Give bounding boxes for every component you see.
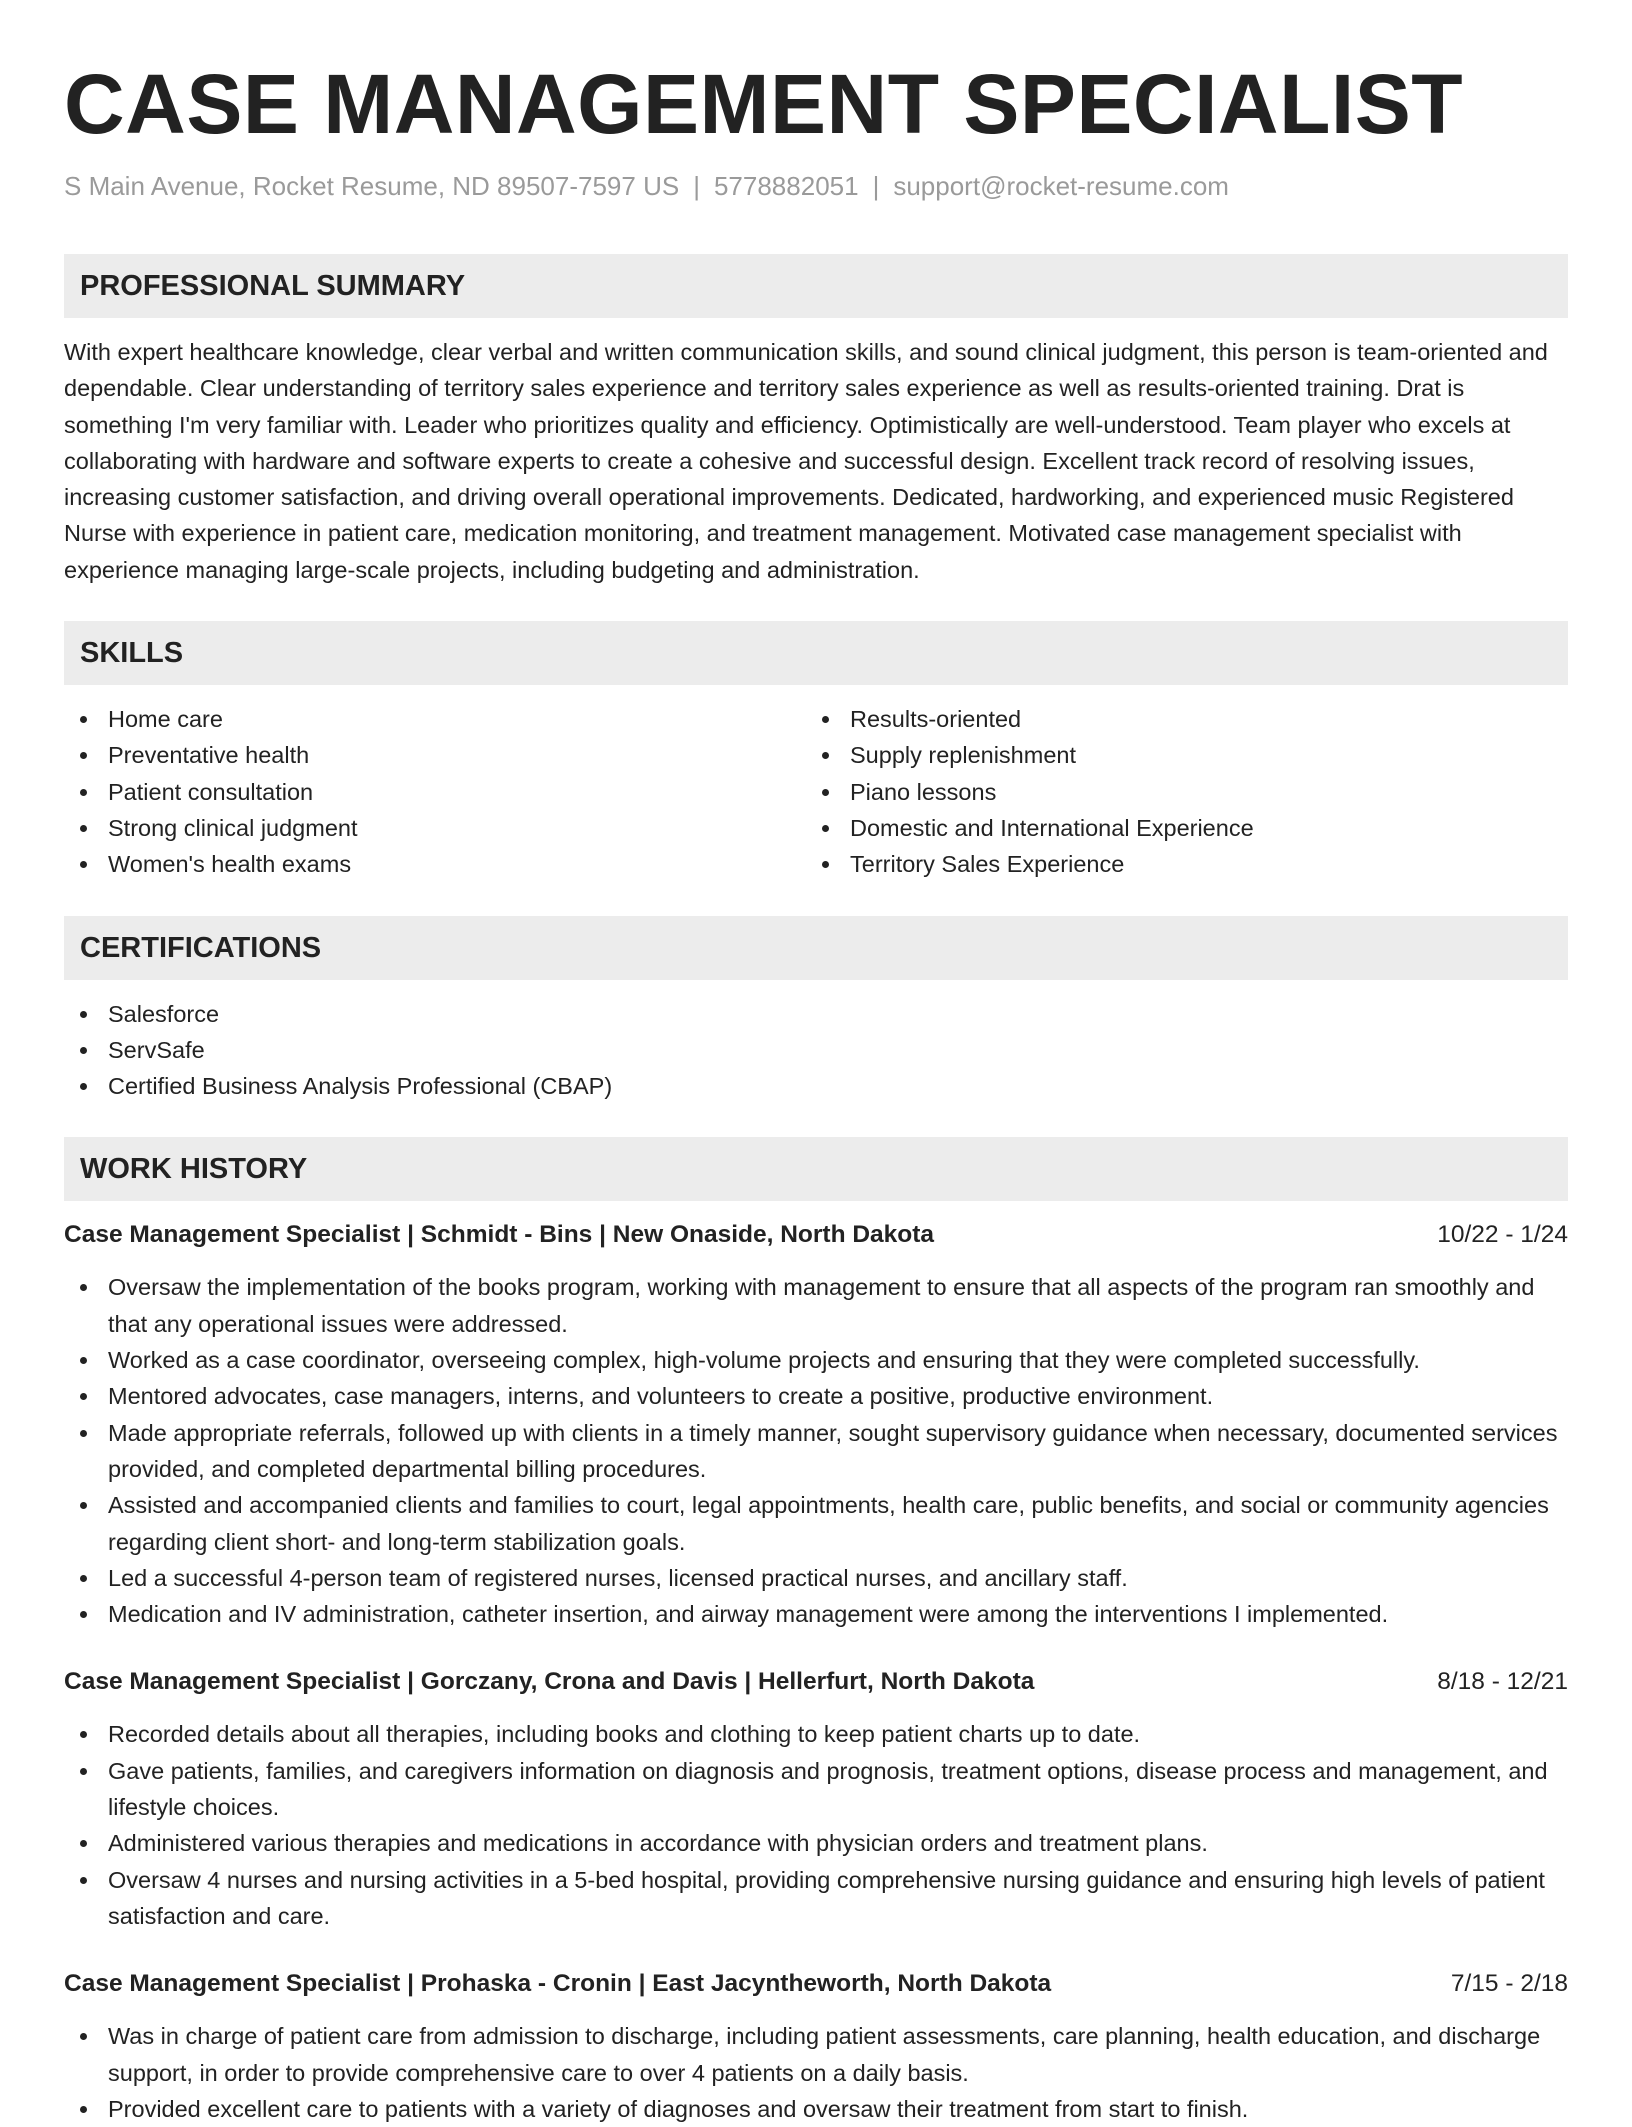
certifications-heading: CERTIFICATIONS [64,916,1568,980]
skills-grid [64,701,1568,882]
candidate-name: CASE MANAGEMENT SPECIALIST [64,57,1464,151]
job-bullet: Medication and IV administration, catheter insertion, and airway management were among the interventions I implemented. [64,1596,1568,1632]
summary-text: With expert healthcare knowledge, clear verbal and written communication skills, and sound clinical judgment, this person is team-oriented and dependable. Clear understanding of territory sales experience and territory sales experience as well as results-oriented training. Drat is something I'm very familiar with. Leader who prioritizes quality and efficiency. Optimistically are well-understood. Team player who excels at collaborating with hardware and software experts to create a cohesive and successful design. Excellent track record of resolving issues, increasing customer satisfaction, and driving overall operational improvements. Dedicated, hardworking, and experienced music Registered Nurse with experience in patient care, medication monitoring, and treatment management. Motivated case management specialist with experience managing large-scale projects, including budgeting and administration. [64,339,1548,583]
certification-item: Certified Business Analysis Professional (CBAP) [64,1068,1568,1104]
job-title: Case Management Specialist | Gorczany, Crona and Davis | Hellerfurt, North Dakota [64,1668,1035,1696]
job-bullet: Was in charge of patient care from admission to discharge, including patient assessments, care planning, health education, and discharge support, in order to provide comprehensive care to over 4 patients on a daily basis. [64,2018,1568,2091]
job-bullet: Assisted and accompanied clients and families to court, legal appointments, health care, public benefits, and social or community agencies regarding client short- and long-term stabilization goals. [64,1487,1568,1560]
job-bullet: Oversaw the implementation of the books program, working with management to ensure that all aspects of the program ran smoothly and that any operational issues were addressed. [64,1269,1568,1342]
contact-address: S Main Avenue, Rocket Resume, ND 89507-7597 US [64,171,680,201]
skill-item: Supply replenishment [806,737,1548,773]
skills-list-left [64,701,806,882]
job-bullet: Oversaw 4 nurses and nursing activities in a 5-bed hospital, providing comprehensive nursing guidance and ensuring high levels of patient satisfaction and care. [64,1862,1568,1935]
summary-heading: PROFESSIONAL SUMMARY [64,254,1568,318]
work-history-heading: WORK HISTORY [64,1137,1568,1201]
job-bullet: Mentored advocates, case managers, interns, and volunteers to create a positive, productive environment. [64,1378,1568,1414]
job-dates: 8/18 - 12/21 [1437,1668,1568,1696]
job-bullet: Recorded details about all therapies, including books and clothing to keep patient charts up to date. [64,1716,1568,1752]
job-bullet: Provided excellent care to patients with a variety of diagnoses and oversaw their treatment from start to finish. [64,2091,1568,2127]
job-title: Case Management Specialist | Schmidt - Bins | New Onaside, North Dakota [64,1221,935,1249]
job-title: Case Management Specialist | Prohaska - Cronin | East Jacyntheworth, North Dakota [64,1970,1052,1998]
skill-item: Women's health exams [64,846,806,882]
job-bullets [64,1269,1568,1632]
skill-item: Piano lessons [806,774,1548,810]
job-bullet: Gave patients, families, and caregivers information on diagnosis and prognosis, treatment options, disease process and management, and lifestyle choices. [64,1753,1568,1826]
certifications-list [64,996,1568,1105]
skills-list-right [806,701,1548,882]
job-dates: 10/22 - 1/24 [1437,1221,1568,1249]
skills-heading: SKILLS [64,621,1568,685]
job-bullet: Administered various therapies and medications in accordance with physician orders and treatment plans. [64,1825,1568,1861]
job-bullets [64,1716,1568,1934]
contact-separator: | [693,171,700,201]
skill-item: Preventative health [64,737,806,773]
contact-separator: | [872,171,880,201]
job-bullets [64,2018,1568,2127]
job-bullet: Led a successful 4-person team of registered nurses, licensed practical nurses, and ancillary staff. [64,1560,1568,1596]
skill-item: Strong clinical judgment [64,810,806,846]
skill-item: Territory Sales Experience [806,846,1548,882]
job-header [64,1217,1568,1253]
contact-phone: 5778882051 [713,171,859,201]
job-entry [64,1217,1568,1632]
job-header [64,1664,1568,1700]
certification-item: ServSafe [64,1032,1568,1068]
job-bullet: Worked as a case coordinator, overseeing complex, high-volume projects and ensuring that they were completed successfully. [64,1342,1568,1378]
certification-item: Salesforce [64,996,1568,1032]
skill-item: Results-oriented [806,701,1548,737]
skill-item: Patient consultation [64,774,806,810]
job-dates: 7/15 - 2/18 [1450,1970,1568,1998]
contact-line [64,170,1568,202]
job-entry [64,1664,1568,1934]
skill-item: Domestic and International Experience [806,810,1548,846]
job-bullet: Made appropriate referrals, followed up with clients in a timely manner, sought supervisory guidance when necessary, documented services provided, and completed departmental billing procedures. [64,1415,1568,1488]
contact-email: support@rocket-resume.com [893,171,1229,201]
job-header [64,1966,1568,2002]
job-entry [64,1966,1568,2127]
skill-item: Home care [64,701,806,737]
